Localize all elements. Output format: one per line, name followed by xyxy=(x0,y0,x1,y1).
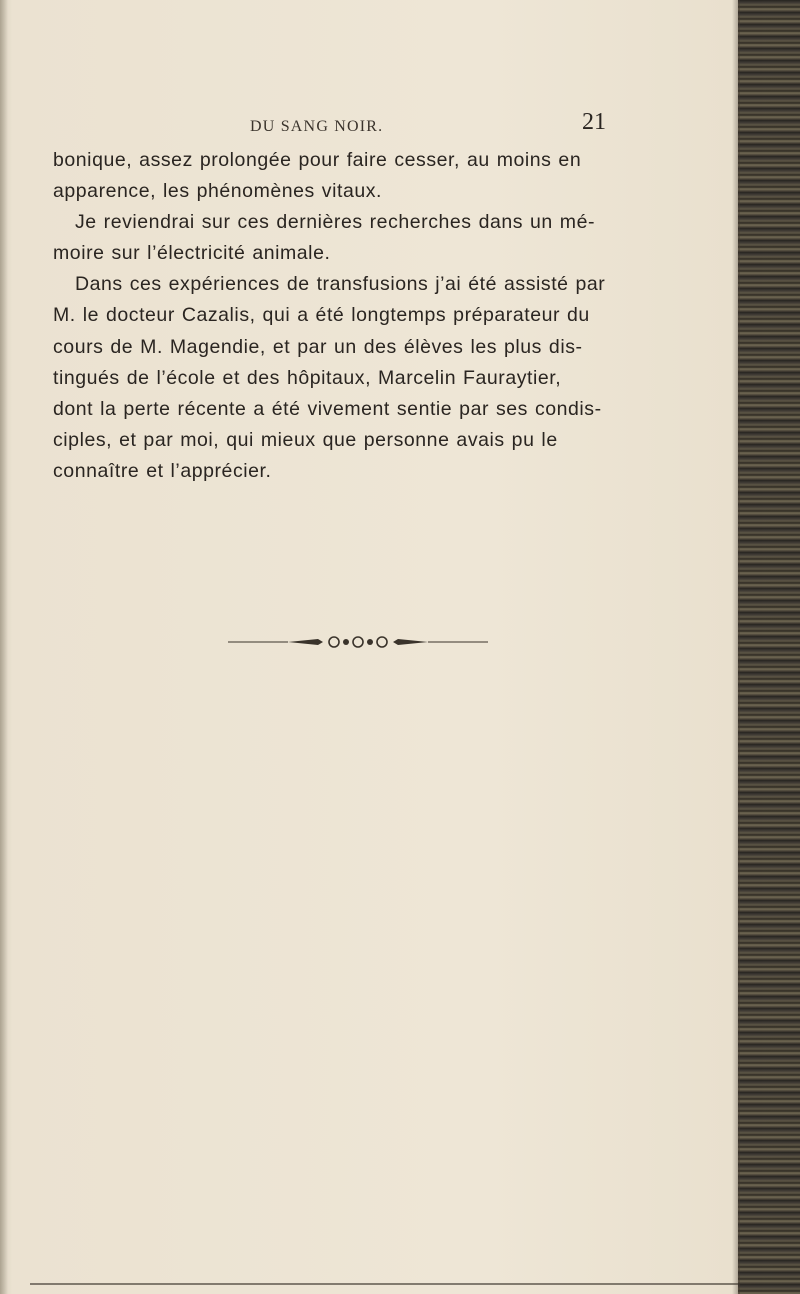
page-left-edge-shadow xyxy=(0,0,8,1294)
text-line: apparence, les phénomènes vitaux. xyxy=(53,180,383,203)
text-line: M. le docteur Cazalis, qui a été longtemps préparateur du xyxy=(53,304,590,327)
text-line: moire sur l’électricité animale. xyxy=(53,242,331,265)
text-line: ciples, et par moi, qui mieux que personne avais pu le xyxy=(53,428,558,451)
text-line: connaître et l’apprécier. xyxy=(53,459,272,482)
text-line: tingués de l’école et des hôpitaux, Marcelin Fauraytier, xyxy=(53,366,562,389)
body-text xyxy=(53,145,606,487)
text-line: dont la perte récente a été vivement sentie par ses condis- xyxy=(53,397,602,420)
running-title: DU SANG NOIR. xyxy=(250,118,384,135)
page-bottom-edge xyxy=(30,1283,740,1285)
page-number: 21 xyxy=(582,109,606,135)
text-line: bonique, assez prolongée pour faire cesser, au moins en xyxy=(53,149,582,171)
running-head xyxy=(0,109,738,139)
text-line: Dans ces expériences de transfusions j’ai été assisté par xyxy=(75,273,606,296)
book-binding-edge xyxy=(738,0,800,1294)
text-line: Je reviendrai sur ces dernières recherches dans un mé- xyxy=(75,211,596,234)
end-of-chapter-ornament-icon xyxy=(228,632,488,652)
text-line: cours de M. Magendie, et par un des élèves les plus dis- xyxy=(53,335,583,358)
